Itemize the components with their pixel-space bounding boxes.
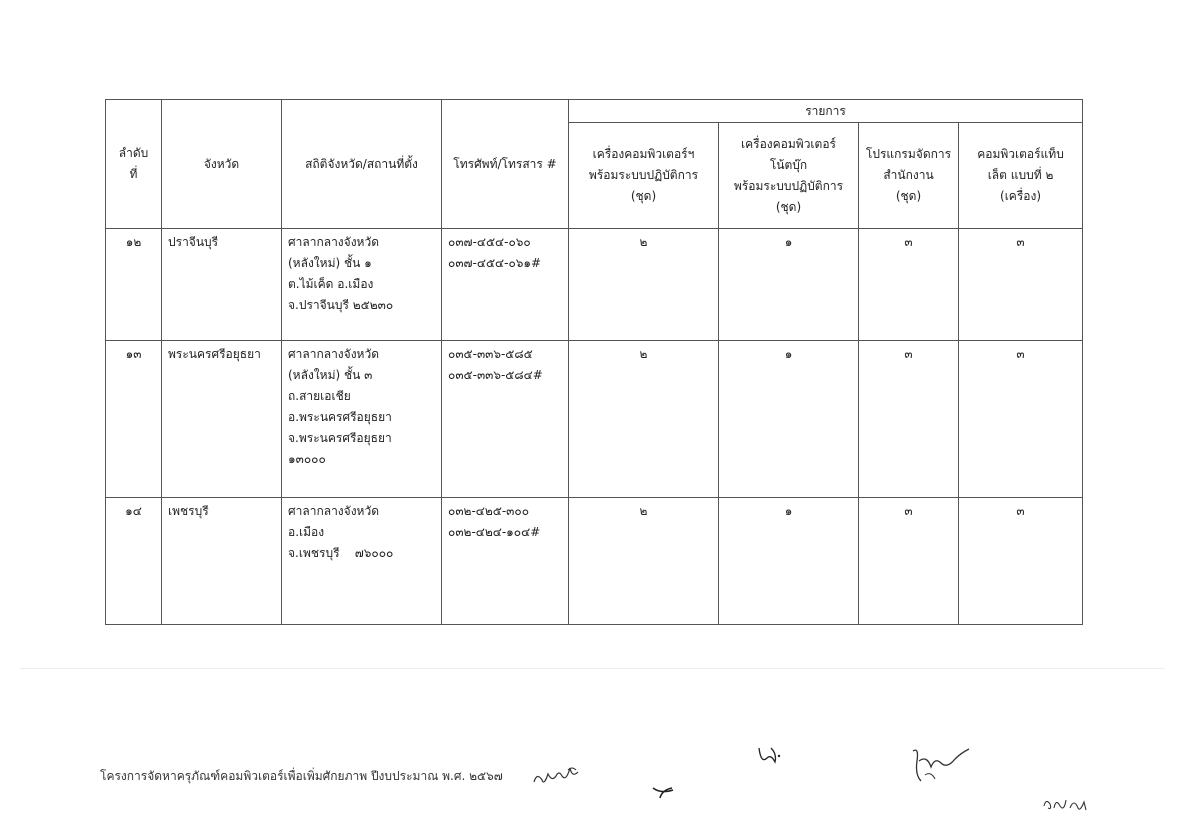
cell-seq: ๑๔ — [106, 498, 162, 625]
cell-office-software: ๓ — [859, 229, 959, 341]
cell-desktop: ๒ — [569, 498, 719, 625]
cell-tablet: ๓ — [959, 341, 1083, 498]
fax-line: ๐๓๗-๔๕๔-๐๖๑# — [448, 256, 542, 270]
location-line: ต.ไม้เค็ด อ.เมือง — [288, 277, 374, 291]
cell-notebook: ๑ — [719, 341, 859, 498]
cell-office-software: ๓ — [859, 498, 959, 625]
header-notebook: เครื่องคอมพิวเตอร์ โน้ตบุ๊ก พร้อมระบบปฏิบัติการ (ชุด) — [719, 123, 859, 229]
location-line: ศาลากลางจังหวัด — [288, 347, 379, 361]
header-tablet: คอมพิวเตอร์แท็บ เล็ต แบบที่ ๒ (เครื่อง) — [959, 123, 1083, 229]
cell-notebook: ๑ — [719, 229, 859, 341]
cell-location — [282, 229, 442, 341]
fax-line: ๐๓๕-๓๓๖-๕๘๔# — [448, 368, 543, 382]
phone-line: ๐๓๕-๓๓๖-๕๘๕ — [448, 347, 533, 361]
cell-seq: ๑๓ — [106, 341, 162, 498]
header-province: จังหวัด — [162, 100, 282, 229]
footer-project-title: โครงการจัดหาครุภัณฑ์คอมพิวเตอร์เพื่อเพิ่มศักยภาพ ปีงบประมาณ พ.ศ. ๒๕๖๗ — [100, 769, 503, 783]
table-row — [106, 498, 1083, 625]
cell-desktop: ๒ — [569, 341, 719, 498]
cell-location — [282, 498, 442, 625]
location-line: จ.เพชรบุรี ๗๖๐๐๐ — [288, 546, 394, 560]
location-line: ถ.สายเอเชีย — [288, 389, 351, 403]
cell-desktop: ๒ — [569, 229, 719, 341]
location-line: จ.พระนครศรีอยุธยา — [288, 431, 392, 445]
fax-line: ๐๓๒-๔๒๔-๑๐๔# — [448, 525, 541, 539]
scan-artifact-line — [20, 668, 1165, 669]
location-line: อ.เมือง — [288, 525, 325, 539]
cell-seq: ๑๒ — [106, 229, 162, 341]
header-office-software: โปรแกรมจัดการ สำนักงาน (ชุด) — [859, 123, 959, 229]
header-location: สถิติจังหวัด/สถานที่ตั้ง — [282, 100, 442, 229]
phone-line: ๐๓๗-๔๕๔-๐๖๐ — [448, 235, 531, 249]
cell-province: เพชรบุรี — [162, 498, 282, 625]
cell-tablet: ๓ — [959, 229, 1083, 341]
location-line: ๑๓๐๐๐ — [288, 452, 326, 466]
handwritten-mark — [755, 742, 785, 770]
table-row — [106, 229, 1083, 341]
cell-province: พระนครศรีอยุธยา — [162, 341, 282, 498]
cell-location — [282, 341, 442, 498]
location-line: (หลังใหม่) ชั้น ๑ — [288, 256, 372, 270]
handwritten-signature — [905, 745, 975, 785]
equipment-table — [105, 99, 1083, 625]
cell-phone — [442, 341, 569, 498]
cell-office-software: ๓ — [859, 341, 959, 498]
header-seq: ลำดับ ที่ — [106, 100, 162, 229]
handwritten-initials — [530, 762, 590, 792]
phone-line: ๐๓๒-๔๒๕-๓๐๐ — [448, 504, 530, 518]
cell-phone — [442, 498, 569, 625]
location-line: (หลังใหม่) ชั้น ๓ — [288, 368, 373, 382]
table-row — [106, 341, 1083, 498]
header-desktop: เครื่องคอมพิวเตอร์ฯ พร้อมระบบปฏิบัติการ (ชุด) — [569, 123, 719, 229]
handwritten-mark — [650, 782, 680, 802]
header-group-items: รายการ — [569, 100, 1083, 123]
cell-province: ปราจีนบุรี — [162, 229, 282, 341]
cell-notebook: ๑ — [719, 498, 859, 625]
header-phone: โทรศัพท์/โทรสาร # — [442, 100, 569, 229]
location-line: ศาลากลางจังหวัด — [288, 235, 379, 249]
location-line: จ.ปราจีนบุรี ๒๕๒๓๐ — [288, 298, 394, 312]
cell-tablet: ๓ — [959, 498, 1083, 625]
location-line: ศาลากลางจังหวัด — [288, 504, 379, 518]
cell-phone — [442, 229, 569, 341]
handwritten-page-number — [1040, 792, 1090, 814]
location-line: อ.พระนครศรีอยุธยา — [288, 410, 392, 424]
